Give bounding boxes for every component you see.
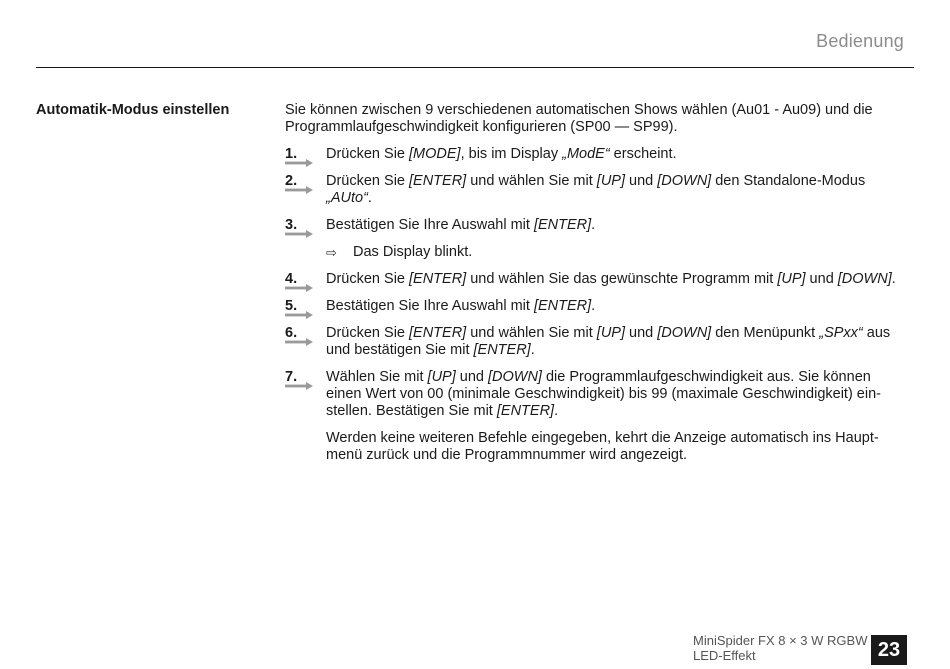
- step-text: Drücken Sie [ENTER] und wählen Sie mit [UP] und [DOWN] den Standalone-Modus „AUto“.: [326, 173, 866, 206]
- step-1: [285, 146, 905, 163]
- step-text: Drücken Sie [ENTER] und wählen Sie mit [UP] und [DOWN] den Menüpunkt „SPxx“ aus und bestätigen Sie mit [ENTER].: [326, 325, 891, 358]
- step-text: Drücken Sie [MODE], bis im Display „ModE“ erscheint.: [326, 146, 677, 162]
- page-number: 23: [871, 635, 907, 665]
- header-rule: [36, 67, 914, 68]
- step-arrow-icon: [285, 382, 313, 390]
- step-5: [285, 298, 905, 315]
- content-column: [285, 102, 905, 464]
- step-number: 3.: [285, 217, 317, 234]
- step-number: 7.: [285, 369, 317, 386]
- intro-paragraph: Sie können zwischen 9 verschiedenen automatischen Shows wählen (Au01 - Au09) und die Programmlaufgeschwindigkeit konfigurieren (SP00 — SP99).: [285, 102, 873, 135]
- step-number: 6.: [285, 325, 317, 342]
- step-number: 2.: [285, 173, 317, 190]
- section-title: Bedienung: [816, 31, 904, 51]
- step-arrow-icon: [285, 311, 313, 319]
- step-number: 1.: [285, 146, 317, 163]
- step-6: [285, 325, 905, 359]
- step-arrow-icon: [285, 159, 313, 167]
- result-arrow-icon: ⇨: [326, 245, 337, 260]
- step-3-result: [285, 244, 905, 261]
- step-arrow-icon: [285, 338, 313, 346]
- step-arrow-icon: [285, 186, 313, 194]
- step-text: Wählen Sie mit [UP] und [DOWN] die Programmlaufgeschwindigkeit aus. Sie können einen Wert von 00 (minimale Geschwindigkeit) bis 99 (maximale Geschwindigkeit) einstellen. Bestätigen Sie mit [ENTER].: [326, 369, 882, 419]
- footer-product-line-2: LED-Effekt: [693, 648, 756, 663]
- step-number: 4.: [285, 271, 317, 288]
- step-3: [285, 217, 905, 234]
- step-arrow-icon: [285, 284, 313, 292]
- closing-note: Werden keine weiteren Befehle eingegeben, kehrt die Anzeige automatisch ins Hauptmenü zurück und die Programmnummer wird angezeigt.: [326, 430, 879, 463]
- footer-product-line-1: MiniSpider FX 8 × 3 W RGBW: [693, 633, 868, 648]
- step-text: Bestätigen Sie Ihre Auswahl mit [ENTER].: [326, 298, 596, 314]
- footer-product-name: [693, 633, 867, 663]
- step-text: Drücken Sie [ENTER] und wählen Sie das gewünschte Programm mit [UP] und [DOWN].: [326, 271, 896, 287]
- step-2: [285, 173, 905, 207]
- step-text: Bestätigen Sie Ihre Auswahl mit [ENTER].: [326, 217, 596, 233]
- step-7: [285, 369, 905, 420]
- result-text: Das Display blinkt.: [353, 244, 473, 260]
- step-arrow-icon: [285, 230, 313, 238]
- step-number: 5.: [285, 298, 317, 315]
- step-4: [285, 271, 905, 288]
- side-heading: Automatik-Modus einstellen: [36, 102, 230, 118]
